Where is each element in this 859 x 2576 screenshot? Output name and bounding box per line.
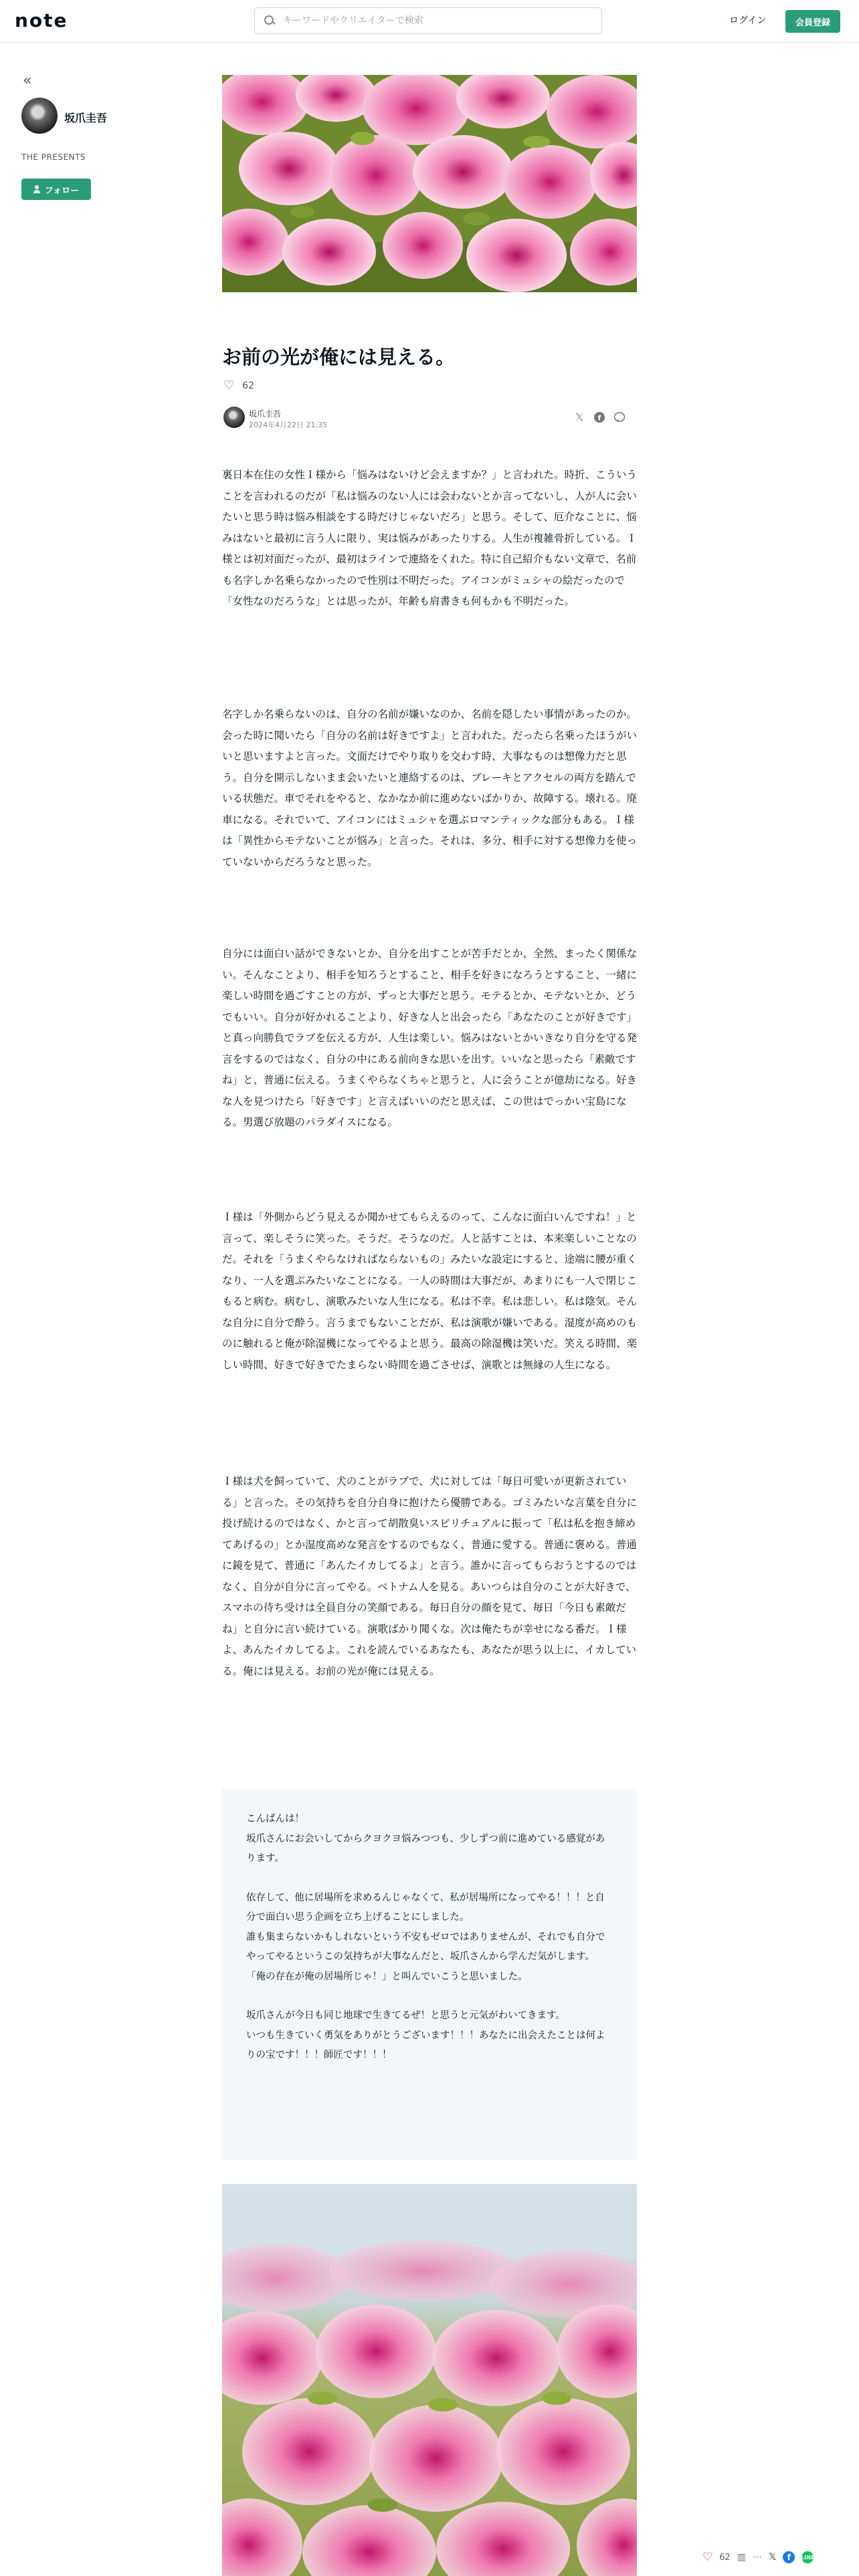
azalea-photo bbox=[222, 75, 637, 292]
quote-line: 坂爪さんにお会いしてからクヨクヨ悩みつつも、少しずつ前に進めている感覚があります。 bbox=[246, 1833, 605, 1864]
login-link[interactable]: ログイン bbox=[729, 15, 767, 26]
line-icon bbox=[614, 412, 625, 423]
quote-line: 依存して、他に居場所を求めるんじゃなくて、私が居場所になってやる！！！と自分で面白い思う企画を立ち上げることにしました。 bbox=[246, 1892, 605, 1923]
signup-button[interactable]: 会員登録 bbox=[785, 10, 840, 33]
x-share-icon[interactable]: 𝕏 bbox=[575, 411, 584, 423]
article-paragraph: Ｉ様は「外側からどう見えるか聞かせてもらえるのって、こんなに面白いんですね！」と言って、楽しそうに笑った。そうだ。そうなのだ。人と話すことは、本来楽しいことなのだ。それを「うまくやらなければならないもの」みたいな設定にすると、途端に腰が重くなり、一人を選ぶみたいなことになる。一人の時間は大事だが、あまりにも一人で閉じこもると病む。病むし、演歌みたいな人生になる。私は不幸。私は悲しい。私は陰気。そんな自分に自分で酔う。言うまでもないことだが、私は演歌が嫌いである。湿度が高めのものに触れると俺が除湿機になってやるよと思う。最高の除湿機は笑いだ。笑える時間、楽しい時間、好きで好きでたまらない時間を過ごさせば、演歌とは無縁の人生になる。 bbox=[222, 1211, 638, 1371]
more-icon[interactable]: ⋯ bbox=[753, 2552, 763, 2563]
quote-line: いつも生きていく勇気をありがとうございます！！！あなたに出会えたことは何よりの宝です！！！師匠です！！！ bbox=[246, 2030, 605, 2060]
article-paragraph: 自分には面白い話ができないとか、自分を出すことが苦手だとか、全然、まったく関係ない。そんなことより、相手を知ろうとすること、相手を好きになろうとすること、一緒に楽しい時間を過ごすことの方が、ずっと大事だと思う。モテるとか、モテないとか、どうでもいい。自分が好かれることより、好きな人と出会ったら「あなたのことが好きです」と真っ向勝負でラブを伝える方が、人生は楽しい。悩みはないとかいきなり自分を守る発言をするのではなく、自分の中にある前向きな思いを出す。いいなと思ったら「素敵ですね」と、普通に伝える。うまくやらなくちゃと思うと、人に会うことが億劫になる。好きな人を見つけたら「好きです」と言えばいいのだと思えば、この世はでっかい宝島になる。男選び放題のパラダイスになる。 bbox=[222, 948, 638, 1128]
avatar[interactable] bbox=[223, 407, 245, 428]
search-icon bbox=[264, 15, 275, 26]
line-share-icon[interactable] bbox=[613, 411, 626, 424]
svg-text:f: f bbox=[597, 413, 601, 423]
floating-action-bar bbox=[702, 2548, 814, 2567]
facebook-icon bbox=[594, 412, 605, 423]
quote-line: 「俺の存在が俺の居場所じゃ！」と叫んでいこうと思いました。 bbox=[246, 1971, 528, 1982]
magazine-name[interactable]: THE PRESENTS bbox=[21, 152, 86, 162]
quote-line: こんばんは！ bbox=[246, 1814, 304, 1824]
article-paragraph: 裏日本在住の女性Ｉ様から「悩みはないけど会えますか？」と言われた。時折、こういうことを言われるのだが「私は悩みのない人には会わないとか言ってないし、人が人に会いたいと思う時は悩み相談をする時だけじゃないだろ」と思う。そして、厄介なことに、悩みはないと最初に言う人に限り、実は悩みがあったりする。人生が複雑骨折している。Ｉ様とは初対面だったが、最初はラインで連絡をくれた。特に自己紹介もない文章で、名前も名字しか名乗らなかったので性別は不明だった。アイコンがミュシャの絵だったので「女性なのだろうな」とは思ったが、年齢も肩書きも何もかも不明だった。 bbox=[222, 469, 638, 607]
heart-icon[interactable]: ♡ bbox=[702, 2551, 713, 2564]
article-paragraph: Ｉ様は犬を飼っていて、犬のことがラブで、犬に対しては「毎日可愛いが更新されている」と言った。その気持ちを自分自身に抱けたら優勝である。ゴミみたいな言葉を自分に投げ続けるのではなく、かと言って胡散臭いスピリチュアルに振って「私は私を抱き締めてあげるの」とか湿度高めな発言をするのでもなく、普通に愛する。普通に褒める。普通に鏡を見て、普通に「あんたイカしてるよ」と言う。誰かに言ってもらおうとするのではなく、自分が自分に言ってやる。ベトナム人を見る。あいつらは自分のことが大好きで、スマホの待ち受けは全員自分の笑顔である。毎日自分の顔を見て、毎日「今日も素敵だね」と自分に言い続けている。演歌ばかり聞くな。次は俺たちが幸せになる番だ。Ｉ様よ、あんたイカしてるよ。これを読んでいるあなたも、あなたが思う以上に、イカしている。俺には見える。お前の光が俺には見える。 bbox=[222, 1475, 638, 1677]
search-input[interactable] bbox=[283, 15, 577, 26]
heart-icon[interactable]: ♡ bbox=[223, 379, 235, 393]
line-share-icon[interactable]: LINE bbox=[801, 2551, 814, 2563]
sidebar-author-name[interactable]: 坂爪圭吾 bbox=[64, 112, 108, 124]
follow-label: フォロー bbox=[44, 185, 80, 196]
article-image bbox=[222, 2184, 637, 2576]
quote-line: 坂爪さんが今日も同じ地球で生きてるぜ！と思うと元気がわいてきます。 bbox=[246, 2010, 565, 2021]
user-icon bbox=[33, 185, 41, 193]
like-count[interactable]: 62 bbox=[242, 381, 254, 391]
avatar[interactable] bbox=[21, 98, 58, 134]
quoted-message bbox=[222, 1790, 637, 2160]
quote-line: 誰も集まらないかもしれないという不安もゼロではありませんが、それでも自分でやってやるというこの気持ちが大事なんだと、坂爪さんから学んだ気がします。 bbox=[246, 1931, 605, 1962]
meta-author-name[interactable]: 坂爪圭吾 bbox=[249, 409, 282, 419]
publish-date: 2024年4月22日 21:35 bbox=[249, 421, 328, 429]
site-header bbox=[0, 0, 859, 43]
x-share-icon[interactable]: 𝕏 bbox=[769, 2552, 777, 2563]
article-title: お前の光が俺には見える。 bbox=[222, 346, 456, 368]
collapse-sidebar-icon[interactable]: « bbox=[23, 72, 32, 89]
magazine-add-icon[interactable]: ▥ bbox=[737, 2552, 747, 2563]
search-box[interactable] bbox=[254, 7, 602, 34]
hero-image bbox=[222, 75, 637, 292]
floating-like-count[interactable]: 62 bbox=[719, 2552, 731, 2563]
follow-button[interactable] bbox=[21, 179, 91, 200]
facebook-share-icon[interactable] bbox=[593, 411, 606, 424]
facebook-share-icon[interactable]: f bbox=[783, 2551, 795, 2563]
article-paragraph: 名字しか名乗らないのは、自分の名前が嫌いなのか、名前を隠したい事情があったのか。会った時に聞いたら「自分の名前は好きですよ」と言われた。だったら名乗ったほうがいいと思いますよと言った。文面だけでやり取りを交わす時、大事なものは想像力だと思う。自分を開示しないまま会いたいと連絡するのは、ブレーキとアクセルの両方を踏んでいる状態だ。車でそれをやると、なかなか前に進めないばかりか、故障する。壊れる。廃車になる。それでいて、アイコンにはミュシャを選ぶロマンティックな部分もある。Ｉ様は「異性からモテないことが悩み」と言った。それは、多分、相手に対する想像力を使っていないからだろうなと思った。 bbox=[222, 708, 638, 868]
azalea-photo bbox=[222, 2184, 637, 2576]
like-area bbox=[223, 380, 254, 392]
note-logo[interactable]: note bbox=[15, 9, 68, 31]
